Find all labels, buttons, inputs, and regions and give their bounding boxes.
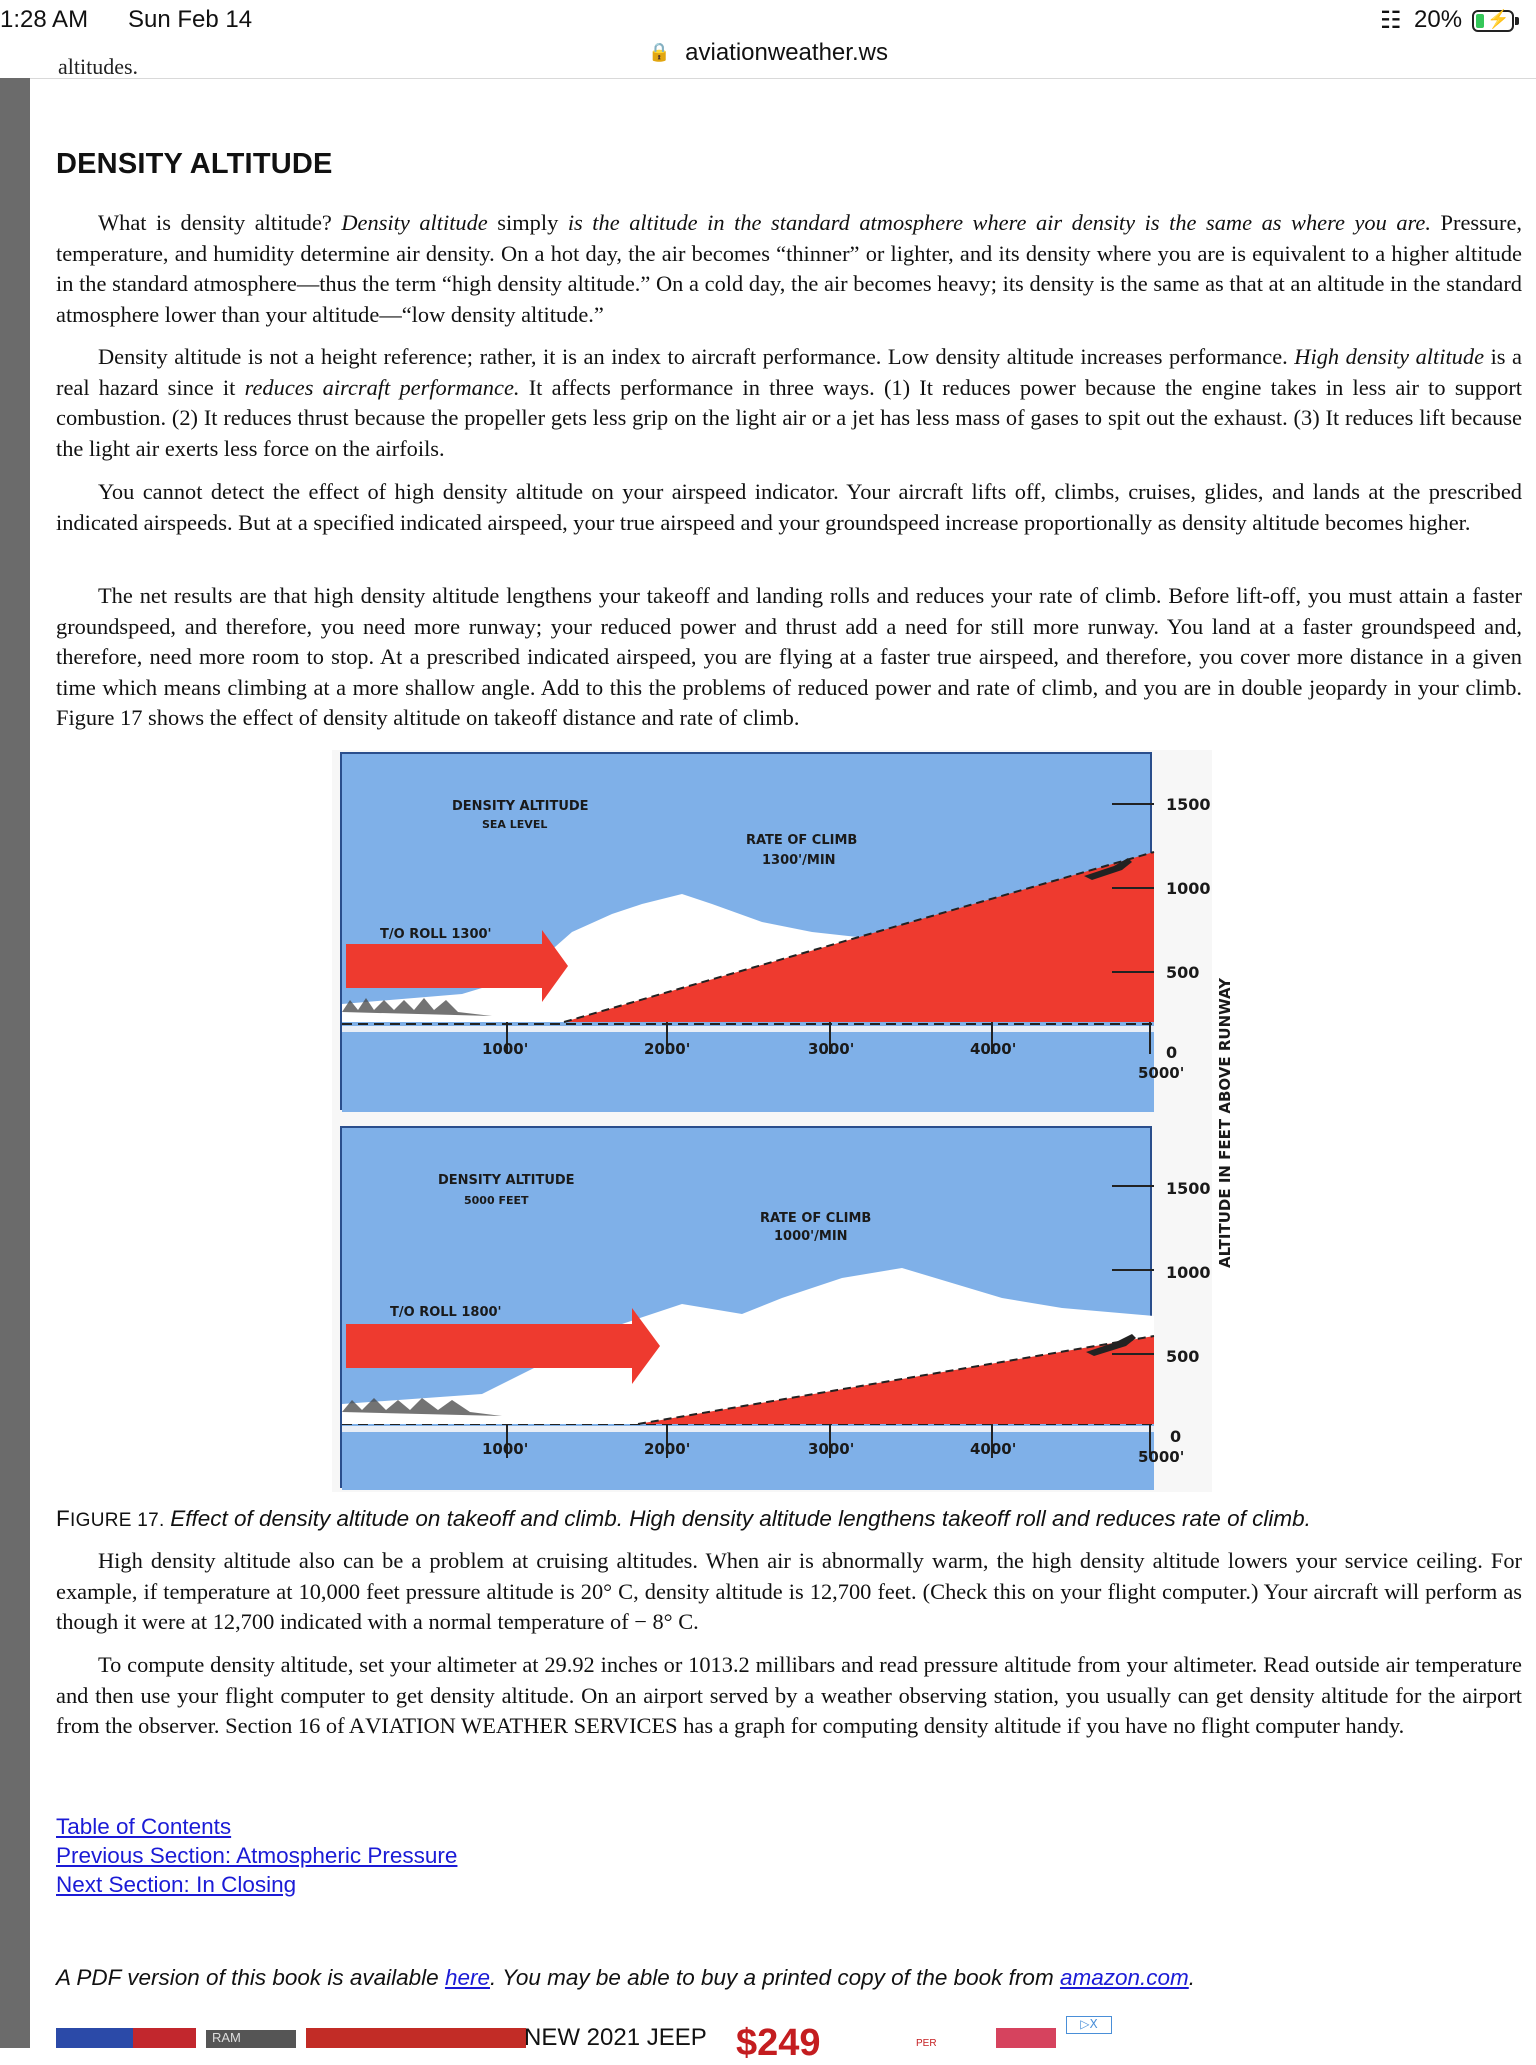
ad-flag-image	[56, 2028, 196, 2048]
pdf-note-text: .	[1188, 1965, 1196, 1990]
y-tick-label: 1500	[1166, 1179, 1211, 1198]
paragraph-performance: Density altitude is not a height reference; rather, it is an index to aircraft performance. Low density altitude increases performance. High density altitude is a real hazard since it reduces aircraft performance. It affects performance in three ways. (1) It reduces power because the engine takes in less air to support combustion. (2) It reduces thrust because the propeller gets less grip on the light air or a jet has less mass of gases to spit out the exhaust. (3) It reduces lift because the light air exerts less force on the airfoils.	[56, 344, 1522, 461]
y-tick-label: 0	[1170, 1427, 1182, 1446]
climb-label-line1: RATE OF CLIMB	[760, 1211, 872, 1226]
paragraph-cruising: High density altitude also can be a problem at cruising altitudes. When air is abnormally warm, the high density altitude lowers your service ceiling. For example, if temperature at 10,000 feet pressure altitude is 20° C, density altitude is 12,700 feet. (Check this on your flight computer.) Your aircraft will perform as though it were at 12,700 indicated with a normal temperature of − 8° C.	[56, 1548, 1522, 1634]
ad-price: $249	[736, 2022, 821, 2064]
altitude-axis-title: ALTITUDE IN FEET ABOVE RUNWAY	[1216, 977, 1234, 1268]
climb-label-line2: 1000'/MIN	[774, 1229, 848, 1244]
y-tick-label: 1000	[1166, 1263, 1211, 1282]
roll-label: T/O ROLL 1800'	[390, 1305, 502, 1320]
panel-title-line2: SEA LEVEL	[482, 818, 548, 831]
x-tick-label: 3000'	[808, 1040, 855, 1058]
x-tick-label: 2000'	[644, 1040, 691, 1058]
climb-label-line2: 1300'/MIN	[762, 853, 836, 868]
section-title: DENSITY ALTITUDE	[56, 148, 333, 180]
address-bar[interactable]	[0, 38, 1536, 79]
climb-label-line1: RATE OF CLIMB	[746, 833, 858, 848]
section-navigation	[56, 1812, 457, 1899]
x-tick-label: 5000'	[1138, 1064, 1185, 1082]
ad-brand-logo: RAM	[206, 2030, 296, 2048]
roll-label: T/O ROLL 1300'	[380, 927, 492, 942]
y-tick-label: 1000	[1166, 879, 1211, 898]
x-tick-label: 4000'	[970, 1440, 1017, 1458]
figure-number: FIGURE 17.	[56, 1506, 171, 1531]
x-tick-label: 1000'	[482, 1040, 529, 1058]
link-next-section[interactable]: Next Section: In Closing	[56, 1872, 297, 1897]
ad-choices-icon[interactable]: ▷X	[1066, 2016, 1112, 2034]
advertisement-banner[interactable]	[56, 2022, 1116, 2064]
status-date: Sun Feb 14	[128, 6, 253, 33]
paragraph-compute: To compute density altitude, set your altimeter at 29.92 inches or 1013.2 millibars and read pressure altitude from your altimeter. Read outside air temperature and then use your flight computer to get density altitude. On an airport served by a weather observing station, you usually can get density altitude for the airport from the observer. Section 16 of AVIATION WEATHER SERVICES has a graph for computing density altitude if you have no flight computer handy.	[56, 1652, 1522, 1738]
ad-price-per: PER	[916, 2038, 937, 2049]
figure-caption-text: Effect of density altitude on takeoff and climb. High density altitude lengthens takeoff roll and reduces rate of climb.	[170, 1506, 1311, 1531]
y-tick-label: 1500	[1166, 795, 1211, 814]
ad-truck-image	[306, 2028, 526, 2048]
status-time: 1:28 AM	[0, 6, 89, 33]
panel-title-line1: DENSITY ALTITUDE	[452, 799, 589, 814]
paragraph-definition: What is density altitude? Density altitude simply is the altitude in the standard atmosphere where air density is the same as where you are. Pressure, temperature, and humidity determine air density. On a hot day, the air becomes “thinner” or lighter, and its density where you are is equivalent to a higher altitude in the standard atmosphere—thus the term “high density altitude.” On a cold day, the air becomes heavy; its density is the same as that at an altitude in the standard atmosphere lower than your altitude—“low density altitude.”	[56, 210, 1522, 327]
panel-title-line2: 5000 FEET	[464, 1194, 529, 1207]
x-tick-label: 3000'	[808, 1440, 855, 1458]
y-tick-label: 500	[1166, 963, 1200, 982]
pdf-note-text: A PDF version of this book is available	[56, 1965, 445, 1990]
ad-promo-image	[996, 2028, 1056, 2048]
y-tick-label: 0	[1166, 1043, 1178, 1062]
panel-title-line1: DENSITY ALTITUDE	[438, 1173, 575, 1188]
y-tick-label: 500	[1166, 1347, 1200, 1366]
pdf-note-text: . You may be able to buy a printed copy of the book from	[490, 1965, 1060, 1990]
wifi-icon: ☷	[1380, 7, 1402, 34]
link-table-of-contents[interactable]: Table of Contents	[56, 1814, 232, 1839]
battery-icon: ⚡	[1472, 10, 1514, 32]
paragraph-airspeed: You cannot detect the effect of high density altitude on your airspeed indicator. Your aircraft lifts off, climbs, cruises, glides, and lands at the prescribed indicated airspeeds. But at a specified indicated airspeed, your true airspeed and your groundspeed increase proportionally as density altitude becomes higher.	[56, 479, 1522, 535]
x-tick-label: 1000'	[482, 1440, 529, 1458]
previous-paragraph-fragment: altitudes.	[58, 54, 139, 79]
x-tick-label: 5000'	[1138, 1448, 1185, 1466]
ad-headline: NEW 2021 JEEP	[524, 2024, 707, 2051]
link-previous-section[interactable]: Previous Section: Atmospheric Pressure	[56, 1843, 458, 1868]
battery-percent: 20%	[1414, 6, 1463, 33]
link-amazon[interactable]: amazon.com	[1059, 1965, 1189, 1990]
x-tick-label: 2000'	[644, 1440, 691, 1458]
status-bar	[0, 0, 1536, 40]
x-tick-label: 4000'	[970, 1040, 1017, 1058]
paragraph-net-results: The net results are that high density altitude lengthens your takeoff and landing rolls and reduces your rate of climb. Before lift-off, you must attain a faster groundspeed, and therefore, you need more runway; your reduced power and thrust add a need for still more runway. You land at a faster groundspeed and, therefore, need more room to stop. At a prescribed indicated airspeed, you are flying at a faster true airspeed, and therefore, you cover more distance in a given time which means climbing at a more shallow angle. Add to this the problems of reduced power and rate of climb, and you are in double jeopardy in your climb. Figure 17 shows the effect of density altitude on takeoff distance and rate of climb.	[56, 583, 1522, 730]
altitude-axis	[332, 750, 1234, 1492]
page-left-margin	[0, 78, 30, 2048]
pdf-availability-note	[56, 1965, 1195, 1991]
link-pdf-here[interactable]: here	[444, 1965, 490, 1990]
figure-caption	[56, 1506, 1526, 1532]
figure-17	[332, 750, 1234, 1492]
url-text[interactable]: aviationweather.ws	[685, 39, 888, 66]
lock-icon: 🔒	[648, 42, 671, 62]
